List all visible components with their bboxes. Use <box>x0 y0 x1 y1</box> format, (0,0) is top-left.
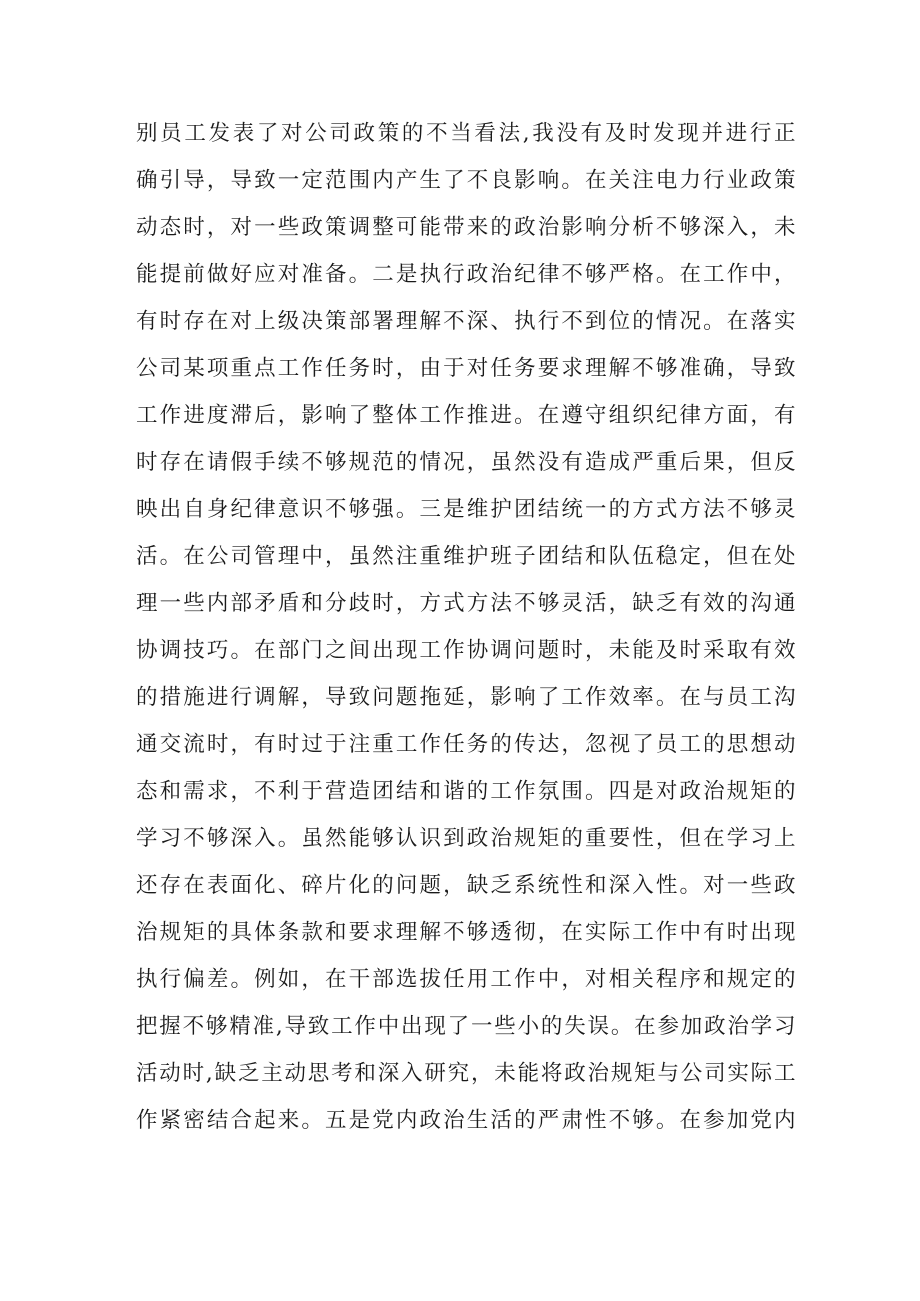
text-line: 时存在请假手续不够规范的情况，虽然没有造成严重后果，但反 <box>136 450 796 475</box>
text-line: 把握不够精准,导致工作中出现了一些小的失误。在参加政治学习 <box>136 1014 796 1039</box>
text-line: 别员工发表了对公司政策的不当看法,我没有及时发现并进行正 <box>136 121 796 146</box>
text-line: 态和需求，不利于营造团结和谐的工作氛围。四是对政治规矩的 <box>136 779 796 804</box>
text-line: 确引导，导致一定范围内产生了不良影响。在关注电力行业政策 <box>136 168 796 193</box>
text-line: 公司某项重点工作任务时，由于对任务要求理解不够准确，导致 <box>136 356 796 381</box>
text-line: 的措施进行调解，导致问题拖延，影响了工作效率。在与员工沟 <box>136 685 796 710</box>
text-line: 活。在公司管理中，虽然注重维护班子团结和队伍稳定，但在处 <box>136 544 796 569</box>
text-line: 映出自身纪律意识不够强。三是维护团结统一的方式方法不够灵 <box>136 497 796 522</box>
text-line: 有时存在对上级决策部署理解不深、执行不到位的情况。在落实 <box>136 309 796 334</box>
text-line: 治规矩的具体条款和要求理解不够透彻，在实际工作中有时出现 <box>136 920 796 945</box>
text-line: 能提前做好应对准备。二是执行政治纪律不够严格。在工作中， <box>136 262 796 287</box>
text-line: 通交流时，有时过于注重工作任务的传达，忽视了员工的思想动 <box>136 732 796 757</box>
text-line: 工作进度滞后，影响了整体工作推进。在遵守组织纪律方面，有 <box>136 403 796 428</box>
body-text <box>136 110 796 1144</box>
text-line: 动态时，对一些政策调整可能带来的政治影响分析不够深入，未 <box>136 215 796 240</box>
text-line: 执行偏差。例如，在干部选拔任用工作中，对相关程序和规定的 <box>136 967 796 992</box>
text-line: 活动时,缺乏主动思考和深入研究，未能将政治规矩与公司实际工 <box>136 1061 796 1086</box>
text-line: 还存在表面化、碎片化的问题，缺乏系统性和深入性。对一些政 <box>136 873 796 898</box>
text-line: 理一些内部矛盾和分歧时，方式方法不够灵活，缺乏有效的沟通 <box>136 591 796 616</box>
text-line: 学习不够深入。虽然能够认识到政治规矩的重要性，但在学习上 <box>136 826 796 851</box>
text-line: 作紧密结合起来。五是党内政治生活的严肃性不够。在参加党内 <box>136 1108 796 1133</box>
text-line: 协调技巧。在部门之间出现工作协调问题时，未能及时采取有效 <box>136 638 796 663</box>
